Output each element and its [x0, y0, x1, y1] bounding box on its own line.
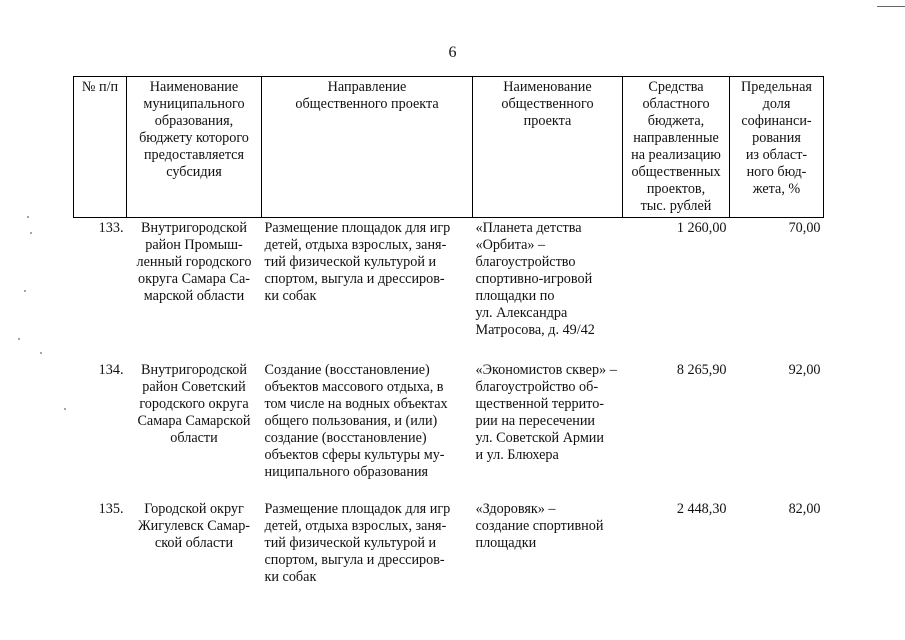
header-municipality: Наименование муниципального образования, бюджету которого предоставляется субсидия [127, 77, 262, 218]
scan-speck [27, 216, 29, 218]
header-direction: Направление общественного проекта [262, 77, 473, 218]
scan-speck [18, 338, 20, 340]
scan-speck [30, 232, 32, 234]
project-cell: «Экономистов сквер» – благоустройство об- щественной террито- рии на пересечении ул. Советской Армии и ул. Блюхера [475, 362, 617, 463]
table-row [74, 218, 824, 361]
row-number: 134. [98, 362, 124, 378]
direction-cell: Создание (восстановление) объектов массового отдыха, в том числе на водных объектах общего пользования, и (или) создание (восстановление) объектов сферы культуры му- ниципального образования [264, 362, 448, 480]
table-header [74, 77, 824, 218]
municipality-cell: Внутригородской район Советский городского округа Самара Самарской области [137, 362, 251, 446]
header-project-name: Наименование общественного проекта [473, 77, 623, 218]
funds-cell: 8 265,90 [676, 362, 727, 378]
share-cell: 92,00 [788, 362, 821, 378]
header-row [74, 77, 824, 218]
direction-cell: Размещение площадок для игр детей, отдыха взрослых, заня- тий физической культурой и спортом, выгула и дрессиров- ки собак [264, 501, 451, 585]
scan-speck [64, 408, 66, 410]
header-number: № п/п [74, 77, 127, 218]
municipality-cell: Внутригородской район Промыш- ленный городского округа Самара Са- марской области [136, 220, 252, 304]
scan-edge-mark [877, 6, 905, 7]
project-cell: «Здоровяк» – создание спортивной площадки [475, 501, 604, 551]
table-row [74, 499, 824, 601]
project-cell: «Планета детства «Орбита» – благоустройство спортивно-игровой площадки по ул. Александра Матросова, д. 49/42 [475, 220, 595, 338]
direction-cell: Размещение площадок для игр детей, отдыха взрослых, заня- тий физической культурой и спортом, выгула и дрессиров- ки собак [264, 220, 451, 304]
share-cell: 82,00 [788, 501, 821, 517]
row-number: 133. [98, 220, 124, 236]
table-row [74, 360, 824, 499]
funds-cell: 2 448,30 [676, 501, 727, 517]
row-number: 135. [98, 501, 124, 517]
page-number: 6 [448, 44, 457, 61]
scan-speck [24, 290, 26, 292]
municipality-cell: Городской округ Жигулевск Самар- ской области [137, 501, 251, 551]
scan-speck [40, 352, 42, 354]
subsidy-table [73, 76, 824, 601]
header-cofinancing-share: Предельная доля софинанси- рования из област- ного бюд- жета, % [730, 77, 824, 218]
funds-cell: 1 260,00 [676, 220, 727, 236]
share-cell: 70,00 [788, 220, 821, 236]
header-budget-funds: Средства областного бюджета, направленные на реализацию общественных проектов, тыс. рублей [623, 77, 730, 218]
